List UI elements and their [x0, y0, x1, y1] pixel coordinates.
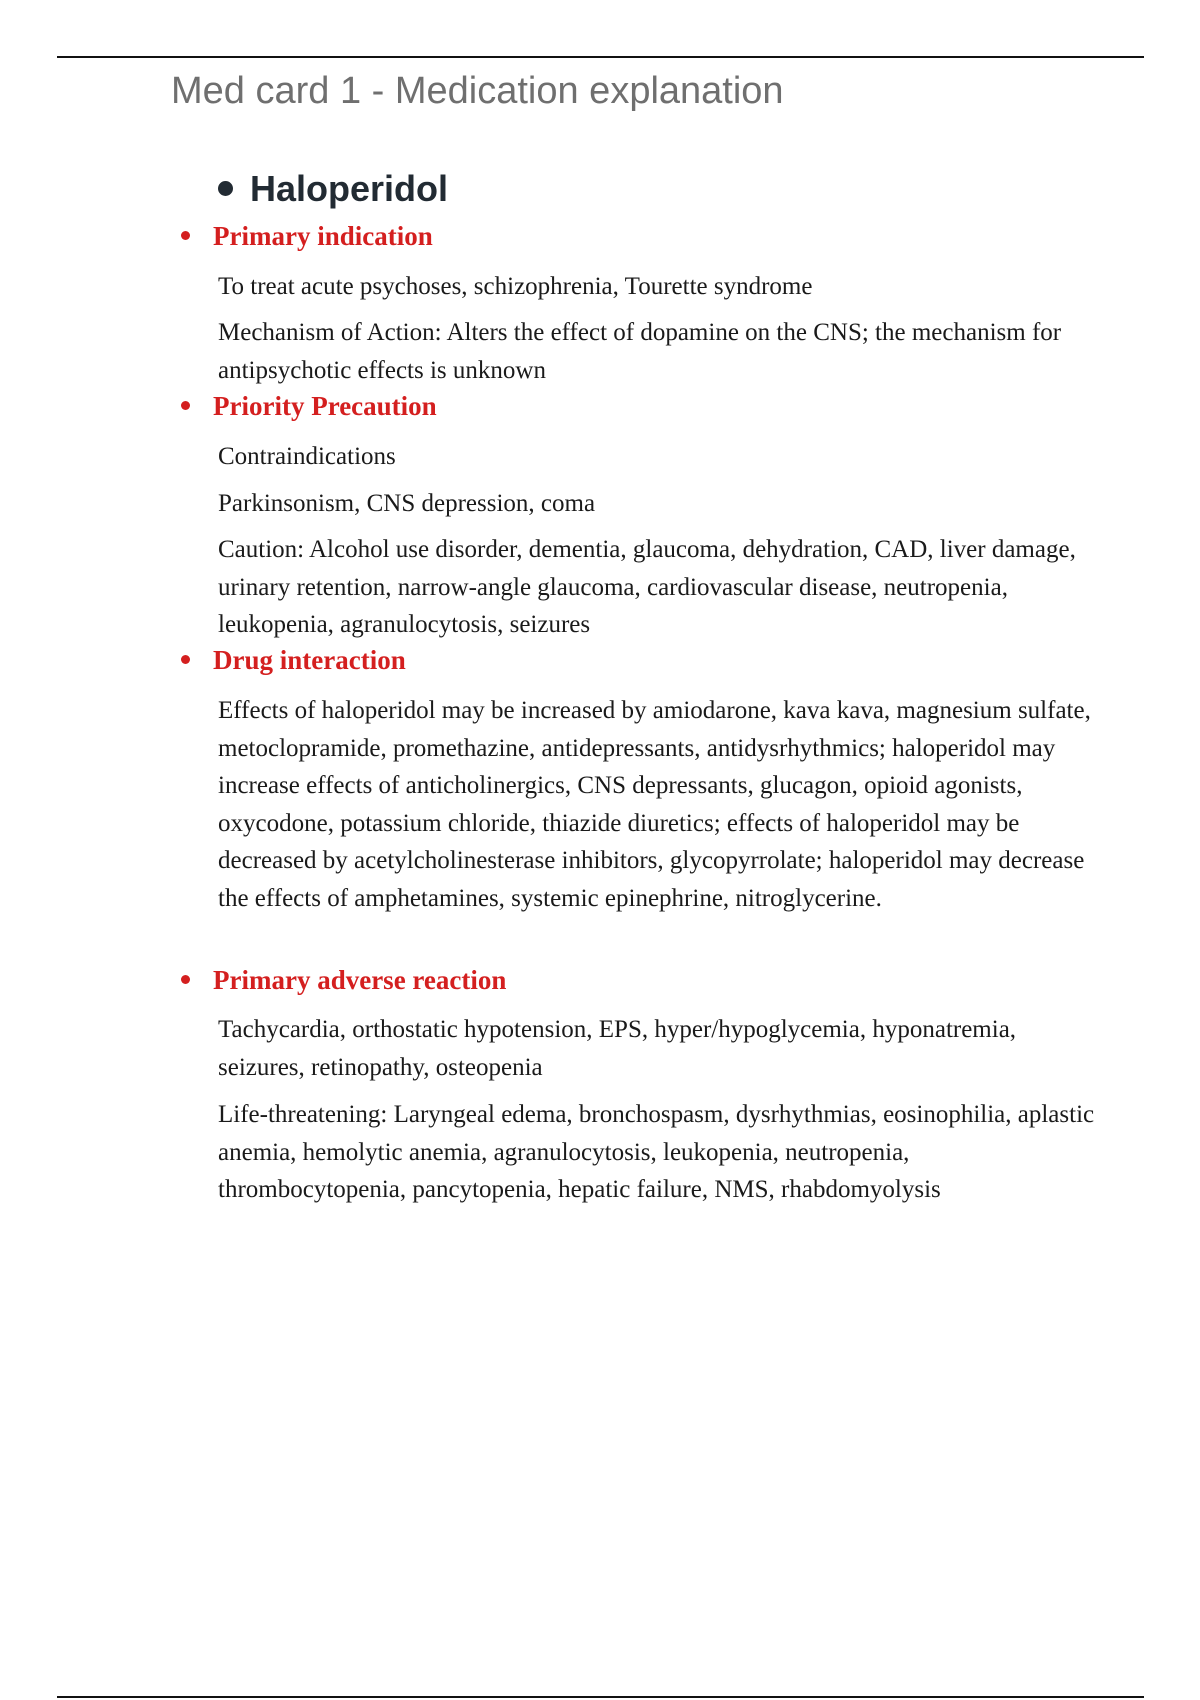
- section-heading-label: Primary adverse reaction: [213, 965, 507, 995]
- drug-name: Haloperidol: [250, 168, 449, 209]
- paragraph-indication: To treat acute psychoses, schizophrenia, Tourette syndrome: [218, 273, 813, 300]
- bullet-icon: [181, 401, 190, 410]
- bullet-icon: [181, 655, 190, 664]
- heading-bullet-icon: [218, 181, 233, 196]
- section-heading-label: Drug interaction: [213, 645, 406, 675]
- bullet-icon: [181, 975, 190, 984]
- section-heading-label: Priority Precaution: [213, 391, 437, 421]
- paragraph-life-threatening: Life-threatening: Laryngeal edema, bronchospasm, dysrhythmias, eosinophilia, aplastic anemia, hemolytic anemia, agranulocytosis, leukopenia, neutropenia, thrombocytopenia, pancytopenia, hepatic failure, NMS, rhabdomyolysis: [218, 1101, 1095, 1203]
- bullet-icon: [181, 231, 190, 240]
- paragraph-adverse-reactions: Tachycardia, orthostatic hypotension, EPS, hyper/hypoglycemia, hyponatremia, seizures, retinopathy, osteopenia: [218, 1016, 1017, 1081]
- page-title: Med card 1 - Medication explanation: [171, 70, 784, 112]
- paragraph-mechanism: Mechanism of Action: Alters the effect of dopamine on the CNS; the mechanism for antipsychotic effects is unknown: [218, 319, 1062, 384]
- paragraph-contraindications: Parkinsonism, CNS depression, coma: [218, 490, 596, 517]
- section-heading-priority-precaution: [181, 391, 437, 422]
- bottom-rule: [57, 1696, 1144, 1698]
- paragraph-contraindications-label: Contraindications: [218, 443, 396, 470]
- top-rule: [57, 56, 1144, 58]
- section-heading-primary-indication: [181, 221, 433, 252]
- paragraph-caution: Caution: Alcohol use disorder, dementia, glaucoma, dehydration, CAD, liver damage, urinary retention, narrow-angle glaucoma, cardiovascular disease, neutropenia, leukopenia, agranulocytosis, seizures: [218, 536, 1076, 638]
- section-heading-label: Primary indication: [213, 221, 433, 251]
- paragraph-interactions: Effects of haloperidol may be increased by amiodarone, kava kava, magnesium sulfate, metoclopramide, promethazine, antidepressants, antidysrhythmics; haloperidol may increase effects of anticholinergics, CNS depressants, glucagon, opioid agonists, oxycodone, potassium chloride, thiazide diuretics; effects of haloperidol may be decreased by acetylcholinesterase inhibitors, glycopyrrolate; haloperidol may decrease the effects of amphetamines, systemic epinephrine, nitroglycerine.: [218, 697, 1091, 912]
- section-heading-primary-adverse-reaction: [181, 965, 506, 996]
- section-heading-drug-interaction: [181, 645, 406, 676]
- drug-name-heading: [218, 168, 448, 210]
